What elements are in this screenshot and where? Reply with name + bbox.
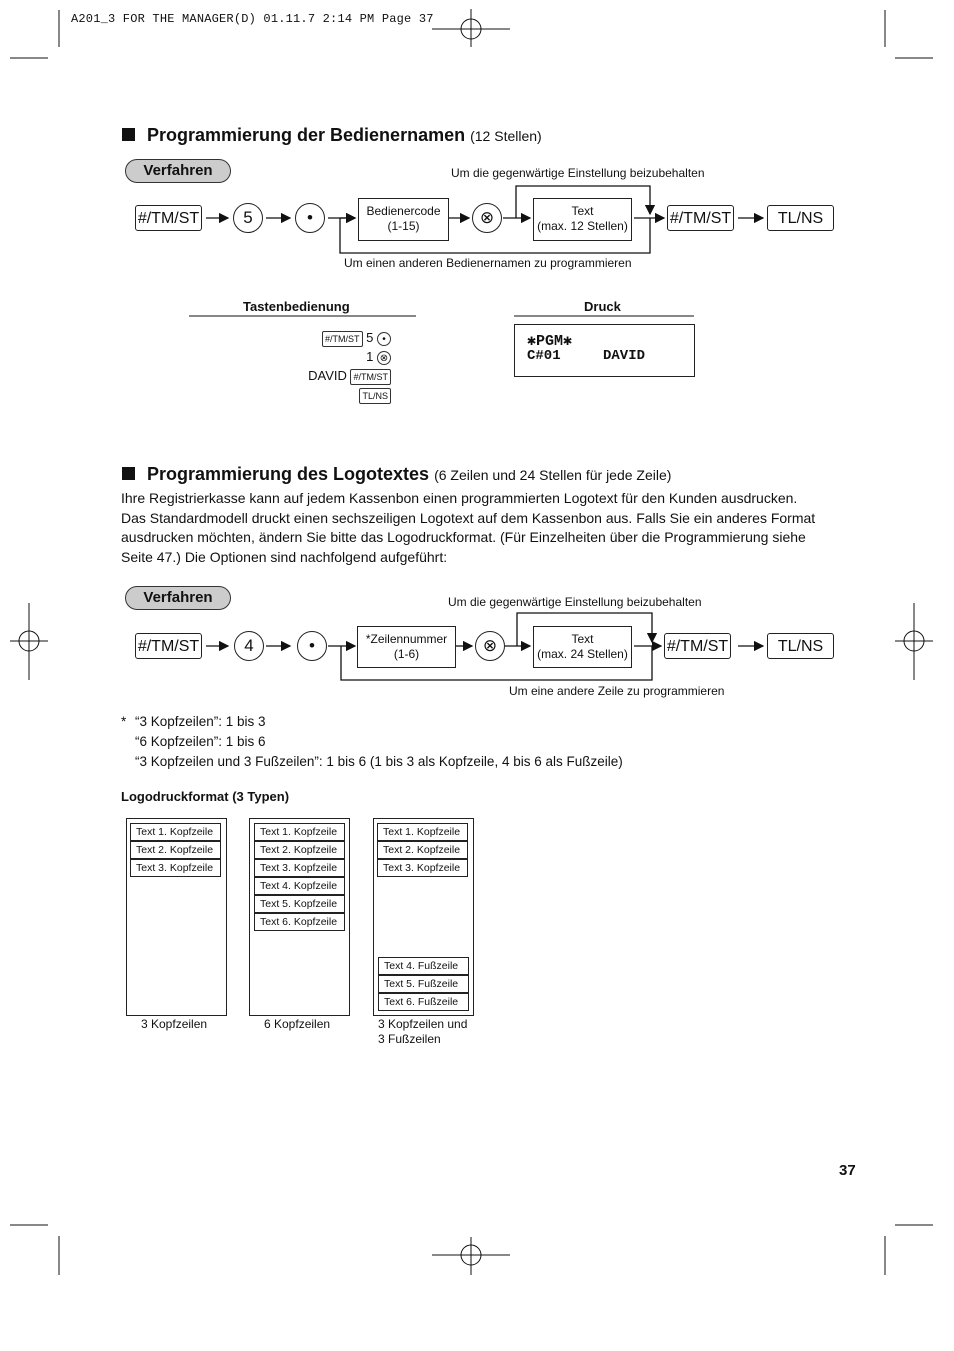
print-pgm: ✱PGM✱ xyxy=(527,333,573,350)
section2-title-text: Programmierung des Logotextes xyxy=(147,464,430,484)
square-bullet-icon xyxy=(122,128,135,141)
footnote-star: * xyxy=(121,714,127,729)
logo-description xyxy=(121,489,851,567)
four-key[interactable]: 4 xyxy=(234,631,264,661)
format-caption xyxy=(378,1017,467,1047)
print-name: DAVID xyxy=(603,348,646,364)
format-title: Logodruckformat (3 Typen) xyxy=(121,789,290,804)
square-bullet-icon xyxy=(122,467,135,480)
keep-setting-note: Um die gegenwärtige Einstellung beizubehalten xyxy=(448,595,702,609)
line-number-box xyxy=(357,626,456,668)
multiply-key[interactable]: ⊗ xyxy=(472,203,502,233)
format-caption: 3 Kopfzeilen xyxy=(141,1017,208,1031)
footnote-line: “3 Kopfzeilen”: 1 bis 3 xyxy=(135,714,266,729)
format-6-header-lines xyxy=(254,823,345,931)
logo-line: Text 5. Fußzeile xyxy=(378,975,469,993)
paragraph-line: Seite 47.) Die Optionen sind nachfolgend aufgeführt: xyxy=(121,548,448,565)
logo-line: Text 1. Kopfzeile xyxy=(254,823,345,841)
text-box xyxy=(533,198,632,241)
tl-ns-key[interactable]: TL/NS xyxy=(767,633,834,659)
box-label: Text xyxy=(571,204,594,218)
logo-line: Text 6. Kopfzeile xyxy=(254,913,345,931)
keyop-five: 5 xyxy=(366,330,374,345)
tm-st-key-small: #/TM/ST xyxy=(322,331,363,347)
logo-line: Text 2. Kopfzeile xyxy=(377,841,468,859)
procedure-label-2: Verfahren xyxy=(125,586,231,610)
operator-code-box xyxy=(358,198,449,241)
text-box xyxy=(533,626,632,668)
footnote xyxy=(121,712,623,771)
tm-st-key[interactable]: #/TM/ST xyxy=(135,633,202,659)
box-limit: (max. 12 Stellen) xyxy=(537,219,628,233)
multiply-key[interactable]: ⊗ xyxy=(475,631,505,661)
keyop-david: DAVID xyxy=(308,368,347,383)
box-range: (1-15) xyxy=(387,219,420,233)
logo-line: Text 2. Kopfzeile xyxy=(254,841,345,859)
paragraph-line: Ihre Registrierkasse kann auf jedem Kassenbon einen programmierten Logotext für den Kunden ausdrucken. xyxy=(121,490,798,506)
logo-line: Text 4. Kopfzeile xyxy=(254,877,345,895)
section1-title-text: Programmierung der Bedienernamen xyxy=(147,125,466,145)
box-label: Text xyxy=(571,632,594,646)
slug-header: A201_3 FOR THE MANAGER(D) 01.11.7 2:14 PM Page 37 xyxy=(71,12,434,26)
paragraph-line: ausdrucken möchten, ändern Sie bitte das Logodruckformat. (Für Einzelheiten über die Programmierung siehe xyxy=(121,529,806,545)
logo-line: Text 5. Kopfzeile xyxy=(254,895,345,913)
section1-subtitle: (12 Stellen) xyxy=(470,128,542,144)
format-header-lines xyxy=(377,823,468,877)
box-range: (1-6) xyxy=(393,647,420,661)
section1-title xyxy=(122,125,542,146)
logo-line: Text 3. Kopfzeile xyxy=(254,859,345,877)
tl-ns-key-small: TL/NS xyxy=(359,388,391,404)
paragraph-line: Das Standardmodell druckt einen sechszeiligen Logotext auf dem Kassenbon aus. Falls Sie ein anderes Format xyxy=(121,509,816,526)
print-title: Druck xyxy=(584,299,621,314)
box-label: *Zeilennummer xyxy=(365,632,448,646)
dot-key-small: • xyxy=(377,332,391,346)
caption-line: 3 Fußzeilen xyxy=(378,1032,441,1046)
logo-line: Text 6. Fußzeile xyxy=(378,993,469,1011)
print-code: C#01 xyxy=(527,348,561,364)
multiply-key-small: ⊗ xyxy=(377,351,391,365)
keep-setting-note: Um die gegenwärtige Einstellung beizubehalten xyxy=(451,166,705,180)
repeat-note: Um eine andere Zeile zu programmieren xyxy=(509,684,725,698)
print-receipt xyxy=(514,324,695,377)
logo-line: Text 2. Kopfzeile xyxy=(130,841,221,859)
key-operation-example xyxy=(250,328,391,404)
tm-st-key-small: #/TM/ST xyxy=(350,369,391,385)
section2-subtitle: (6 Zeilen und 24 Stellen für jede Zeile) xyxy=(434,467,672,483)
page-number: 37 xyxy=(839,1162,856,1179)
logo-line: Text 3. Kopfzeile xyxy=(377,859,468,877)
section2-title xyxy=(122,464,671,485)
box-label: Bedienercode xyxy=(366,204,441,218)
procedure-label-1: Verfahren xyxy=(125,159,231,183)
tm-st-key-end[interactable]: #/TM/ST xyxy=(667,205,734,231)
format-caption: 6 Kopfzeilen xyxy=(264,1017,331,1031)
caption-line: 3 Kopfzeilen und xyxy=(378,1017,468,1031)
footnote-line: “6 Kopfzeilen”: 1 bis 6 xyxy=(135,733,266,749)
tl-ns-key[interactable]: TL/NS xyxy=(767,205,834,231)
repeat-note: Um einen anderen Bedienernamen zu programmieren xyxy=(344,256,632,270)
format-3-header-lines xyxy=(130,823,221,877)
footnote-line: “3 Kopfzeilen und 3 Fußzeilen”: 1 bis 6 (1 bis 3 als Kopfzeile, 4 bis 6 als Fußzeile) xyxy=(135,753,623,769)
keyop-one: 1 xyxy=(366,349,374,364)
tm-st-key-end[interactable]: #/TM/ST xyxy=(664,633,731,659)
logo-line: Text 3. Kopfzeile xyxy=(130,859,221,877)
key-operation-title: Tastenbedienung xyxy=(243,299,350,314)
dot-key[interactable]: • xyxy=(295,203,325,233)
box-limit: (max. 24 Stellen) xyxy=(537,647,628,661)
logo-line: Text 1. Kopfzeile xyxy=(130,823,221,841)
tm-st-key[interactable]: #/TM/ST xyxy=(135,205,202,231)
format-footer-lines xyxy=(378,957,469,1011)
dot-key[interactable]: • xyxy=(297,631,327,661)
five-key[interactable]: 5 xyxy=(233,203,263,233)
logo-line: Text 4. Fußzeile xyxy=(378,957,469,975)
logo-line: Text 1. Kopfzeile xyxy=(377,823,468,841)
